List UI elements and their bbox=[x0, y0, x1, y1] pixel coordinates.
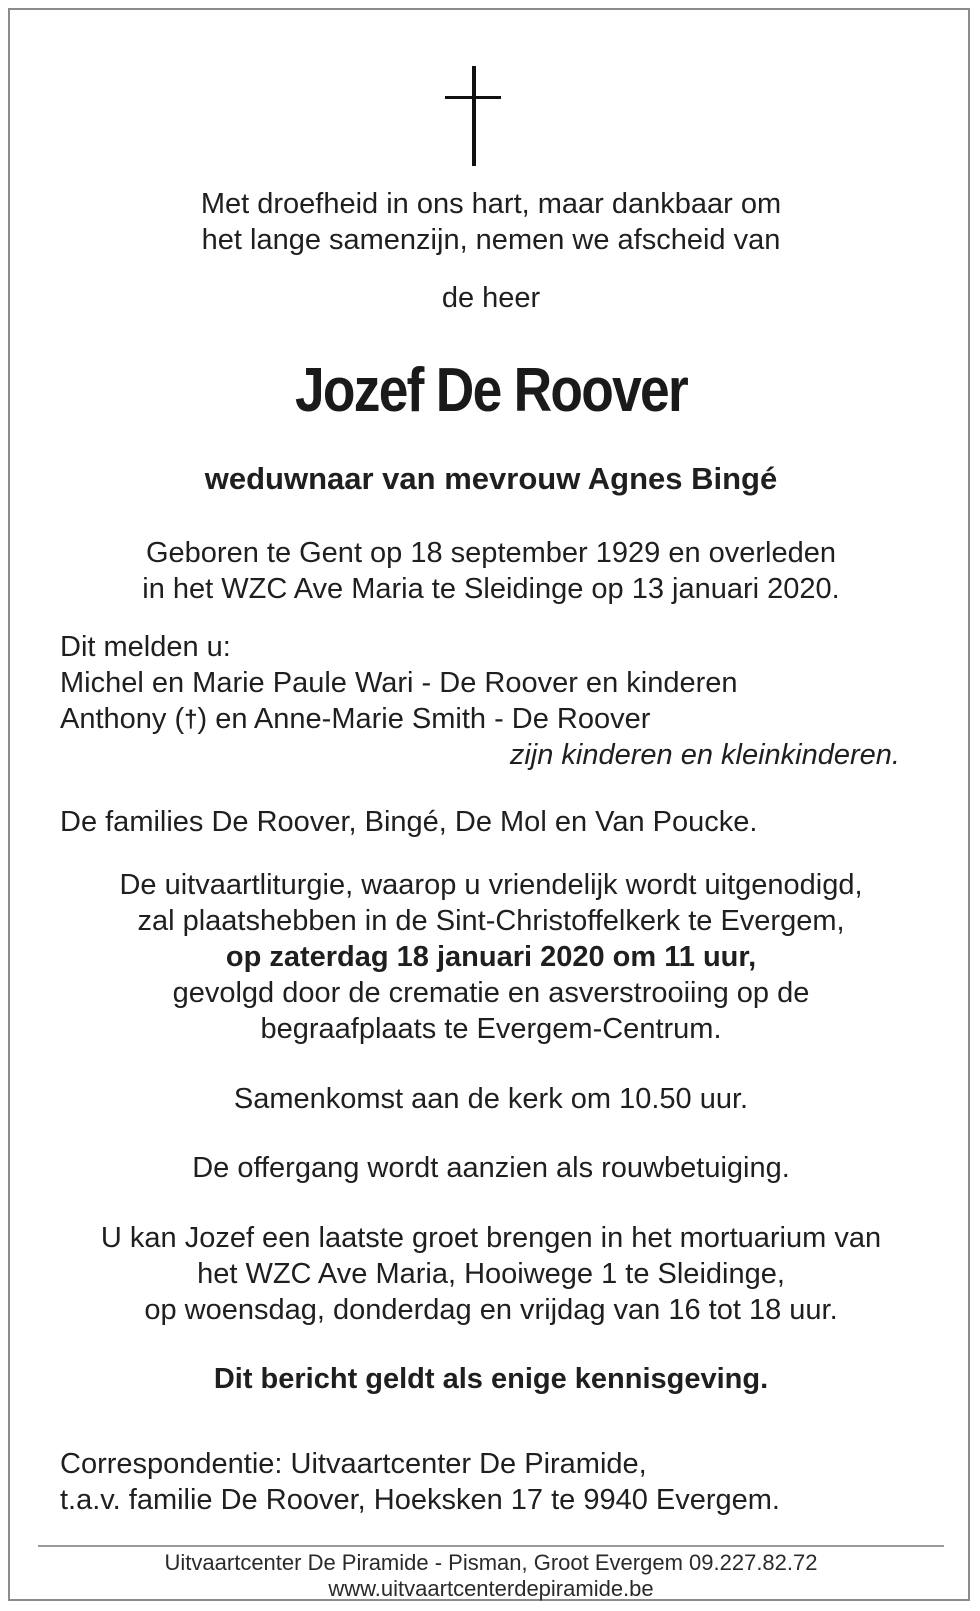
obituary-card bbox=[8, 8, 970, 1601]
announcers-heading: Dit melden u: bbox=[60, 631, 231, 663]
intro-line-2: het lange samenzijn, nemen we afscheid van bbox=[201, 224, 781, 256]
gathering-line: Samenkomst aan de kerk om 10.50 uur. bbox=[233, 1083, 749, 1115]
cross-icon bbox=[445, 66, 501, 166]
intro-line-1: Met droefheid in ons hart, maar dankbaar om bbox=[200, 188, 782, 220]
ceremony-date-line: op zaterdag 18 januari 2020 om 11 uur, bbox=[225, 941, 757, 973]
notice-line: Dit bericht geldt als enige kennisgeving. bbox=[213, 1363, 769, 1395]
ceremony-line-5: begraafplaats te Evergem-Centrum. bbox=[260, 1013, 722, 1045]
announcer-line-2: Anthony (†) en Anne-Marie Smith - De Roover bbox=[60, 701, 650, 738]
footer-divider bbox=[38, 1545, 944, 1547]
correspondence-line-2: t.a.v. familie De Roover, Hoeksken 17 te 9940 Evergem. bbox=[60, 1484, 780, 1516]
visitation-line-2: het WZC Ave Maria, Hooiwege 1 te Sleidinge, bbox=[197, 1258, 785, 1290]
visitation-line-3: op woensdag, donderdag en vrijdag van 16 tot 18 uur. bbox=[144, 1294, 838, 1326]
widower-line: weduwnaar van mevrouw Agnes Bingé bbox=[204, 461, 778, 496]
ceremony-line-4: gevolgd door de crematie en asverstrooiing op de bbox=[172, 977, 810, 1009]
families-line: De families De Roover, Bingé, De Mol en Van Poucke. bbox=[60, 806, 758, 838]
correspondence-line-1: Correspondentie: Uitvaartcenter De Piramide, bbox=[60, 1448, 647, 1480]
visitation-line-1: U kan Jozef een laatste groet brengen in het mortuarium van bbox=[100, 1222, 882, 1254]
deceased-cross-icon: † bbox=[184, 706, 198, 733]
ceremony-line-2: zal plaatshebben in de Sint-Christoffelkerk te Evergem, bbox=[137, 905, 845, 937]
relation-line: zijn kinderen en kleinkinderen. bbox=[509, 739, 900, 771]
footer-line-1: Uitvaartcenter De Piramide - Pisman, Groot Evergem 09.227.82.72 bbox=[164, 1550, 818, 1575]
announcer-line-1: Michel en Marie Paule Wari - De Roover en kinderen bbox=[60, 667, 738, 699]
ceremony-line-1: De uitvaartliturgie, waarop u vriendelijk wordt uitgenodigd, bbox=[119, 869, 863, 901]
honorific: de heer bbox=[441, 282, 541, 314]
footer-website: www.uitvaartcenterdepiramide.be bbox=[328, 1576, 654, 1601]
birth-line-2: in het WZC Ave Maria te Sleidinge op 13 januari 2020. bbox=[142, 573, 840, 605]
offering-line: De offergang wordt aanzien als rouwbetuiging. bbox=[192, 1152, 790, 1184]
birth-line-1: Geboren te Gent op 18 september 1929 en overleden bbox=[145, 537, 837, 569]
deceased-name: Jozef De Roover bbox=[295, 356, 687, 425]
